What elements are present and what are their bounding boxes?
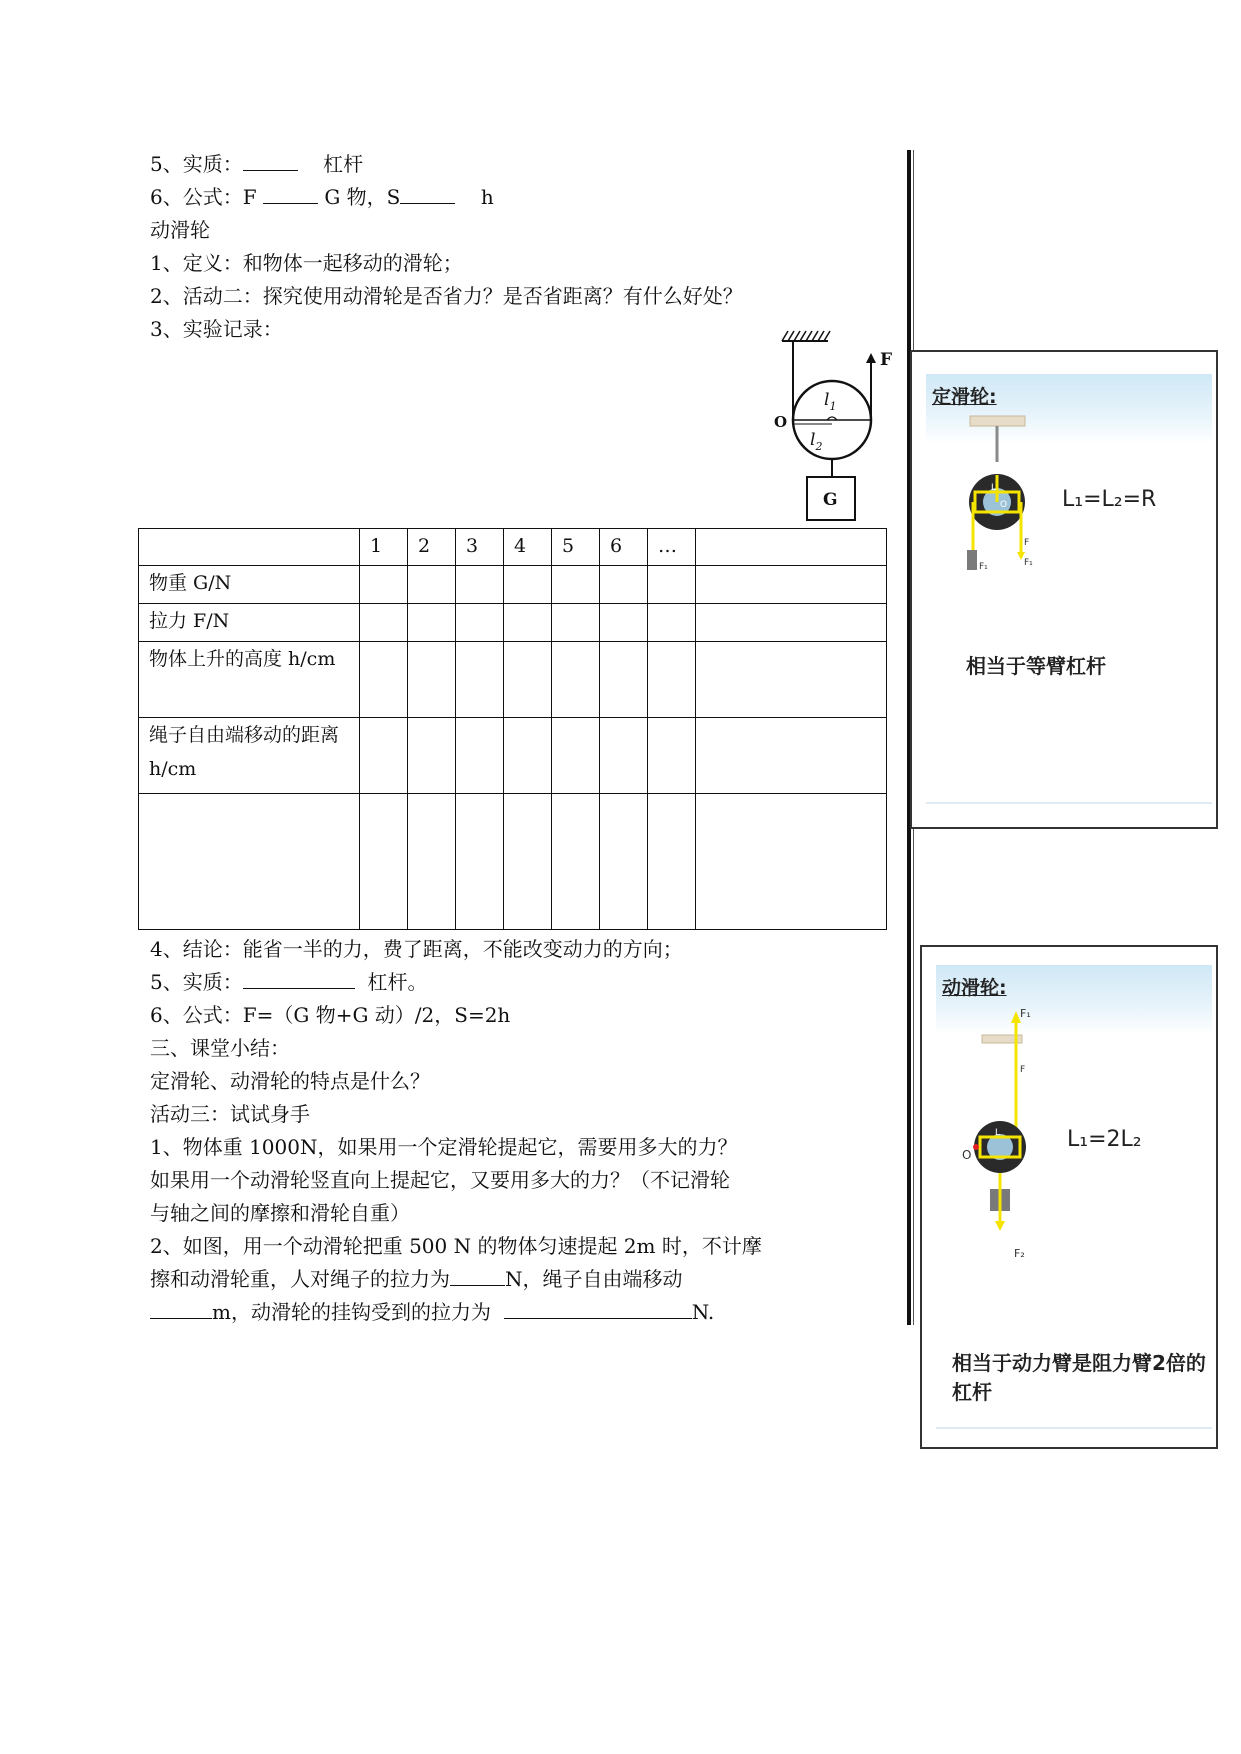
fixed-pulley-slide <box>910 350 1218 829</box>
table-header-cell: 4 <box>504 529 552 566</box>
data-cell[interactable] <box>456 794 504 930</box>
conclusion-line: 4、结论：能省一半的力，费了距离，不能改变动力的方向； <box>150 937 683 961</box>
table-header-cell: 6 <box>600 529 648 566</box>
arm-l1-sub: 1 <box>829 400 837 413</box>
movable-pulley-diagram <box>760 325 910 530</box>
data-cell[interactable] <box>360 718 408 794</box>
data-cell[interactable] <box>600 604 648 642</box>
data-cell[interactable] <box>504 718 552 794</box>
slide2-l-label: L <box>995 1128 1001 1138</box>
table-header-cell: 2 <box>408 529 456 566</box>
formula-h: h <box>480 185 494 209</box>
essence-blank-2[interactable] <box>243 966 355 989</box>
formula-label: 6、公式：F <box>150 185 263 209</box>
data-cell[interactable] <box>696 718 887 794</box>
q2-text-c: m，动滑轮的挂钩受到的拉力为 <box>212 1300 491 1324</box>
data-cell[interactable] <box>552 794 600 930</box>
row-label: 绳子自由端移动的距离 h/cm <box>139 718 360 794</box>
data-cell[interactable] <box>504 794 552 930</box>
essence-label: 5、实质： <box>150 152 243 176</box>
row-label: 物体上升的高度 h/cm <box>139 642 360 718</box>
question-one-line2: 如果用一个动滑轮竖直向上提起它，又要用多大的力？（不记滑轮 <box>150 1168 730 1192</box>
table-header-cell: 1 <box>360 529 408 566</box>
summary-question: 定滑轮、动滑轮的特点是什么？ <box>150 1069 430 1093</box>
lever-text: 杠杆 <box>323 152 364 176</box>
table-header-cell <box>139 529 360 566</box>
activity-two-line: 2、活动二：探究使用动滑轮是否省力？是否省距离？有什么好处？ <box>150 284 743 308</box>
slide-title: 定滑轮: <box>932 386 997 408</box>
formula-mid: G 物，S <box>317 185 401 209</box>
table-row <box>139 566 887 604</box>
slide-formula: L₁=L₂=R <box>1062 487 1157 512</box>
slide2-f2-label: F₂ <box>1014 1247 1025 1260</box>
slide1-f1-label: F₁ <box>1024 558 1033 568</box>
data-cell[interactable] <box>456 604 504 642</box>
data-cell[interactable] <box>408 566 456 604</box>
essence-line-movable <box>150 966 427 999</box>
table-header-cell: … <box>648 529 696 566</box>
definition-line: 1、定义：和物体一起移动的滑轮； <box>150 251 463 275</box>
data-cell[interactable] <box>648 566 696 604</box>
data-cell[interactable] <box>360 642 408 718</box>
essence-line-fixed <box>150 148 363 181</box>
arm-l2-sub: 2 <box>815 440 823 453</box>
table-header-cell: 5 <box>552 529 600 566</box>
weight-g-label: G <box>823 490 838 510</box>
data-cell[interactable] <box>648 794 696 930</box>
data-cell[interactable] <box>552 604 600 642</box>
experiment-table <box>138 528 887 930</box>
data-cell[interactable] <box>456 718 504 794</box>
formula-line-movable: 6、公式：F=（G 物+G 动）/2，S=2h <box>150 1003 511 1027</box>
data-cell[interactable] <box>648 604 696 642</box>
table-header-cell <box>696 529 887 566</box>
data-cell[interactable] <box>552 642 600 718</box>
movable-pulley-figure <box>962 997 1062 1237</box>
row-label: 物重 G/N <box>139 566 360 604</box>
essence-label-2: 5、实质： <box>150 970 243 994</box>
pivot-o-label: O <box>774 413 788 431</box>
data-cell[interactable] <box>504 604 552 642</box>
section-heading-movable-pulley: 动滑轮 <box>150 218 210 242</box>
data-cell[interactable] <box>552 566 600 604</box>
table-row <box>139 794 887 930</box>
data-cell[interactable] <box>504 566 552 604</box>
data-cell[interactable] <box>552 718 600 794</box>
question-one-line1: 1、物体重 1000N，如果用一个定滑轮提起它，需要用多大的力？ <box>150 1135 738 1159</box>
question-two-line3 <box>150 1296 714 1329</box>
data-cell[interactable] <box>408 794 456 930</box>
data-cell[interactable] <box>360 566 408 604</box>
row-label <box>139 794 360 930</box>
data-cell[interactable] <box>600 718 648 794</box>
slide-footer-line <box>936 1427 1212 1429</box>
data-cell[interactable] <box>600 794 648 930</box>
slide1-f1b-label: F₁ <box>979 562 988 572</box>
distance-blank[interactable] <box>400 181 455 204</box>
q2-text-a: 擦和动滑轮重，人对绳子的拉力为 <box>150 1267 450 1291</box>
question-one-line3: 与轴之间的摩擦和滑轮自重） <box>150 1201 410 1225</box>
data-cell[interactable] <box>696 566 887 604</box>
data-cell[interactable] <box>408 718 456 794</box>
arm-l1-label: l <box>824 390 830 410</box>
pull-force-blank[interactable] <box>450 1263 505 1286</box>
arm-l2-label: l <box>810 430 816 450</box>
hook-force-blank[interactable] <box>504 1296 692 1319</box>
question-two-line1: 2、如图，用一个动滑轮把重 500 N 的物体匀速提起 2m 时，不计摩 <box>150 1234 762 1258</box>
data-cell[interactable] <box>600 642 648 718</box>
svg-text:l2 <box>810 430 822 453</box>
activity-three-heading: 活动三：试试身手 <box>150 1102 310 1126</box>
slide1-l-label: L <box>991 483 997 493</box>
formula-line-fixed <box>150 181 494 214</box>
essence-blank[interactable] <box>243 148 298 171</box>
movable-pulley-slide <box>920 945 1218 1449</box>
data-cell[interactable] <box>648 718 696 794</box>
data-cell[interactable] <box>456 566 504 604</box>
data-cell[interactable] <box>360 604 408 642</box>
table-header-cell: 3 <box>456 529 504 566</box>
data-cell[interactable] <box>696 604 887 642</box>
rope-distance-blank[interactable] <box>150 1296 212 1319</box>
fixed-pulley-figure <box>952 412 1052 572</box>
lever-text-2: 杠杆。 <box>367 970 428 994</box>
experiment-record-line: 3、实验记录： <box>150 317 283 341</box>
table-header-row <box>139 529 887 566</box>
svg-text:l1 <box>824 390 836 413</box>
slide2-f-label: F <box>1020 1065 1026 1075</box>
slide2-o-label: O <box>962 1148 972 1162</box>
row-label: 拉力 F/N <box>139 604 360 642</box>
slide-title: 动滑轮: <box>942 977 1007 999</box>
slide1-f-label: F <box>1024 538 1030 548</box>
summary-heading: 三、课堂小结： <box>150 1036 290 1060</box>
force-f-label: F <box>880 350 893 370</box>
data-cell[interactable] <box>408 604 456 642</box>
data-cell[interactable] <box>648 642 696 718</box>
data-cell[interactable] <box>504 642 552 718</box>
q2-text-d: N. <box>691 1300 715 1324</box>
table-row <box>139 642 887 718</box>
table-row <box>139 604 887 642</box>
slide-caption: 相当于动力臂是阻力臂2倍的杠杆 <box>952 1351 1206 1404</box>
data-cell[interactable] <box>600 566 648 604</box>
data-cell[interactable] <box>360 794 408 930</box>
slide1-o-label: O <box>1000 500 1008 510</box>
slide-caption: 相当于等臂杠杆 <box>966 654 1106 678</box>
data-cell[interactable] <box>408 642 456 718</box>
force-blank[interactable] <box>263 181 318 204</box>
slide-formula: L₁=2L₂ <box>1067 1127 1142 1152</box>
data-cell[interactable] <box>456 642 504 718</box>
question-two-line2 <box>150 1263 683 1296</box>
q2-text-b: N，绳子自由端移动 <box>505 1267 683 1291</box>
data-cell[interactable] <box>696 642 887 718</box>
table-row <box>139 718 887 794</box>
slide-footer-line <box>926 802 1212 804</box>
data-cell[interactable] <box>696 794 887 930</box>
slide2-f1-label: F₁ <box>1020 1007 1031 1020</box>
